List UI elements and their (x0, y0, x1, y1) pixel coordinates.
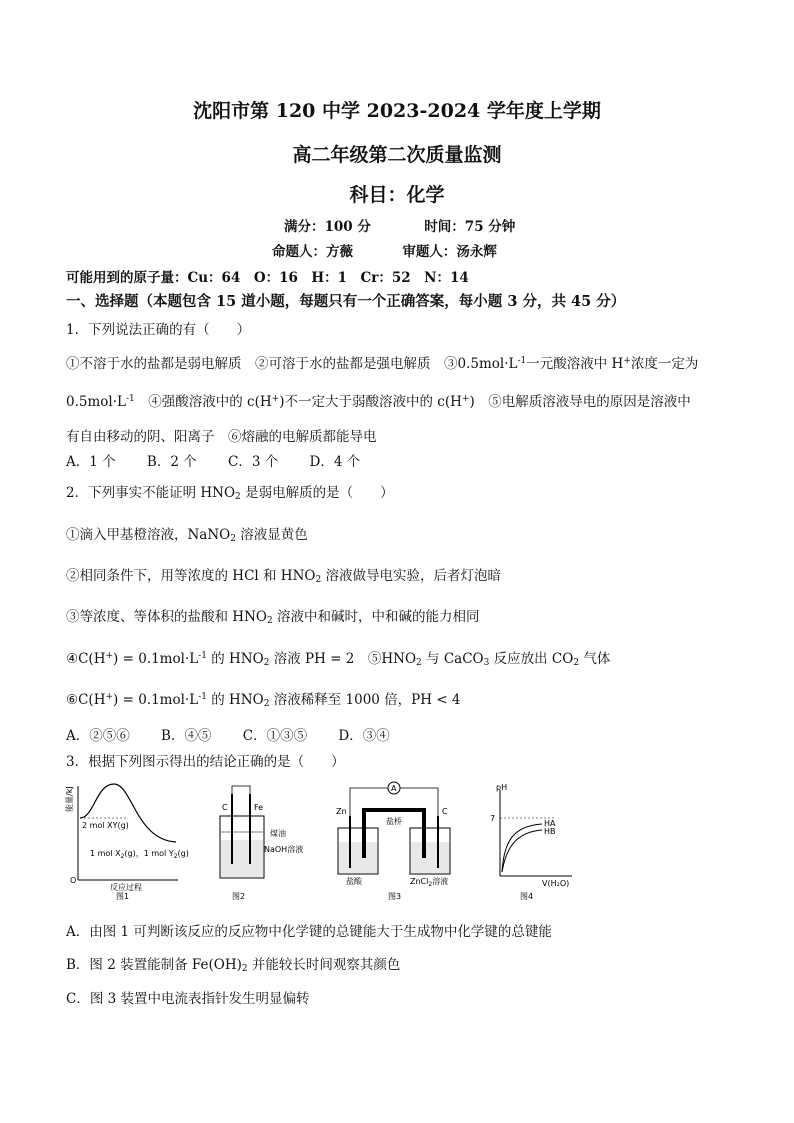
q2-s4-sub: 2 (263, 658, 270, 668)
fig3-right-sol-b: 溶液 (432, 877, 449, 886)
atomic-masses: 可能用到的原子量：Cu：64 O：16 H：1 Cr：52 N：14 (66, 270, 469, 286)
q3-option-c: C．图 3 装置中电流表指针发生明显偏转 (66, 991, 310, 1007)
q2-s4-d: 溶液 PH = 2 ⑤HNO (269, 651, 417, 667)
q2-s4-sub2: 2 (416, 658, 422, 668)
q2-s6-sub: 2 (263, 699, 270, 709)
exam-school-title: 沈阳市第 120 中学 2023-2024 学年度上学期 (193, 100, 601, 122)
q1-stem: 1．下列说法正确的有（ ） (66, 322, 251, 338)
q2-stem-a: 2．下列事实不能证明 HNO (66, 485, 236, 501)
q2-s6-c: 的 HNO (206, 692, 264, 708)
q2-statement-1 (66, 523, 308, 544)
q2-s3-sub: 2 (266, 616, 273, 626)
q1-s1-text-c: 浓度一定为 (630, 356, 699, 372)
fig1-product-sub: 2 (120, 853, 125, 860)
q3-option-b-b: 并能较长时间观察其颜色 (247, 957, 401, 973)
fig1-product-c: (g) (177, 849, 189, 858)
fig4-ylabel: pH (496, 783, 508, 792)
q1-s2-text-d: ) ⑤电解质溶液导电的原因是溶液中 (469, 394, 691, 410)
figure-4-ph-curve (486, 780, 576, 900)
figure-1-energy-diagram (65, 780, 189, 901)
q1-s2-sup3: + (461, 394, 470, 404)
fig1-origin: O (70, 876, 77, 885)
fig3-right-sol-sub: 2 (428, 881, 433, 888)
fig3-right-sol-a: ZnCl (410, 877, 429, 886)
fig2-right-label: Fe (254, 803, 264, 812)
q3-option-b (66, 953, 400, 974)
q3-figures (65, 780, 570, 901)
fig1-product-a: 1 mol X (90, 849, 121, 858)
fig4-ha-label: HA (544, 819, 556, 828)
exam-meta-authors (272, 240, 497, 260)
fig3-left-solution-label: 盐酸 (346, 877, 362, 886)
q2-s6-d: 溶液稀释至 1000 倍，PH < 4 (269, 692, 461, 708)
fig3-ammeter-label: A (391, 784, 397, 793)
q2-s1-b: 溶液显黄色 (235, 527, 308, 543)
q1-options: A．1 个 B．2 个 C．3 个 D．4 个 (66, 454, 361, 470)
fig1-xlabel: 反应过程 (110, 883, 142, 892)
exam-grade-title: 高二年级第二次质量监测 (292, 144, 502, 166)
q2-s4-f: 反应放出 CO (489, 651, 574, 667)
q1-s1-text: ①不溶于水的盐都是弱电解质 ②可溶于水的盐都是强电解质 ③0.5mol·L (66, 356, 518, 372)
fig4-hb-curve (502, 830, 542, 872)
fig1-ylabel: 能量/kJ (65, 786, 74, 812)
q1-s2-text-b: ④强酸溶液中的 c(H (134, 394, 272, 410)
q1-s2-text-a: 0.5mol·L (66, 394, 126, 410)
q2-s6-b: ) = 0.1mol·L (113, 692, 199, 708)
fig3-right-solution-label (410, 876, 448, 888)
q1-s2-sup: -1 (125, 394, 135, 404)
q1-s1-text-b: 一元酸溶液中 H (526, 356, 624, 372)
q2-s6-a: ⑥C(H (66, 692, 106, 708)
fig3-bridge-label: 盐桥 (386, 817, 402, 826)
q2-s4-sub4: 2 (573, 658, 580, 668)
fig3-left-label: Zn (336, 807, 347, 816)
figure-3-galvanic-cell (334, 780, 454, 900)
q2-s4-sub3: 3 (483, 658, 490, 668)
q3-stem: 3．根据下列图示得出的结论正确的是（ ） (66, 754, 345, 770)
q2-s2-a: ②相同条件下，用等浓度的 HCl 和 HNO (66, 568, 316, 584)
q3-option-b-a: B．图 2 装置能制备 Fe(OH) (66, 957, 242, 973)
fig1-product-sub2: 2 (173, 853, 178, 860)
exam-subject-title: 科目：化学 (349, 184, 445, 206)
q2-stem-b: 是弱电解质的是（ ） (240, 485, 394, 501)
q2-s1-sub: 2 (230, 534, 236, 544)
q2-s4-sup2: -1 (198, 651, 207, 661)
exam-meta-score-time (284, 215, 515, 235)
q2-s2-sub: 2 (315, 575, 322, 585)
fig1-energy-curve (80, 784, 176, 842)
q2-s4-b: ) = 0.1mol·L (113, 651, 199, 667)
q2-s3-a: ③等浓度、等体积的盐酸和 HNO (66, 609, 267, 625)
fig1-caption: 图1 (116, 892, 130, 901)
q3-option-b-sub: 2 (241, 964, 248, 974)
fig3-right-label: C (442, 807, 448, 816)
q2-s4-sup: + (105, 651, 114, 661)
author: 命题人：方薇 (272, 244, 353, 260)
q2-s6-sup2: -1 (198, 692, 207, 702)
q2-stem (66, 481, 394, 502)
q2-s4-e: 与 CaCO (421, 651, 484, 667)
q2-statement-2 (66, 564, 501, 585)
fig3-right-solution (411, 842, 449, 873)
q2-s2-b: 溶液做导电实验，后者灯泡暗 (321, 568, 501, 584)
fig4-hb-label: HB (544, 827, 556, 836)
q2-statement-3 (66, 605, 479, 626)
fig4-caption: 图4 (520, 892, 534, 901)
fig2-left-label: C (222, 803, 228, 812)
section-title: 一、选择题（本题包含 15 道小题，每题只有一个正确答案，每小题 3 分，共 45 分） (66, 293, 626, 310)
q2-s4-g: 气体 (579, 651, 611, 667)
full-score: 满分：100 分 (284, 219, 371, 235)
q1-s1-sup: -1 (517, 356, 527, 366)
q1-s2-text-c: )不一定大于弱酸溶液中的 c(H (279, 394, 462, 410)
q2-stem-sub: 2 (235, 492, 241, 502)
q1-statement-line-2 (66, 390, 691, 410)
exam-time: 时间：75 分钟 (424, 219, 516, 235)
fig2-solution-label: NaOH溶液 (264, 845, 304, 854)
q2-s4-a: ④C(H (66, 651, 106, 667)
fig3-caption: 图3 (388, 892, 402, 901)
q1-s1-sup2: + (623, 356, 631, 366)
q2-statement-4-5 (66, 647, 610, 668)
q2-s1-a: ①滴入甲基橙溶液，NaNO (66, 527, 231, 543)
q1-statement-line-3: 有自由移动的阴、阳离子 ⑥熔融的电解质都能导电 (66, 429, 377, 445)
q1-statement-line-1 (66, 352, 698, 372)
q2-s4-c: 的 HNO (206, 651, 264, 667)
fig1-product-label (90, 849, 189, 860)
fig4-xlabel: V(H₂O) (542, 879, 570, 888)
fig1-reactant-label: 2 mol XY(g) (82, 821, 129, 830)
q2-options: A．②⑤⑥ B．④⑤ C．①③⑤ D．③④ (66, 728, 390, 744)
fig2-wire (232, 786, 250, 794)
fig2-solution (221, 840, 263, 877)
fig2-caption: 图2 (232, 892, 246, 901)
q3-option-a: A．由图 1 可判断该反应的反应物中化学键的总键能大于生成物中化学键的总键能 (66, 924, 552, 940)
q2-statement-6 (66, 688, 461, 709)
figure-2-apparatus (214, 780, 304, 900)
fig1-product-b: (g)，1 mol Y (124, 849, 174, 858)
reviewer: 审题人：汤永辉 (402, 244, 497, 260)
fig2-oil-label: 煤油 (270, 829, 286, 838)
q2-s6-sup: + (105, 692, 114, 702)
fig3-left-solution (339, 842, 377, 873)
q1-s2-sup2: + (271, 394, 280, 404)
fig4-tick-7: 7 (490, 814, 496, 823)
q2-s3-b: 溶液中和碱时，中和碱的能力相同 (272, 609, 480, 625)
